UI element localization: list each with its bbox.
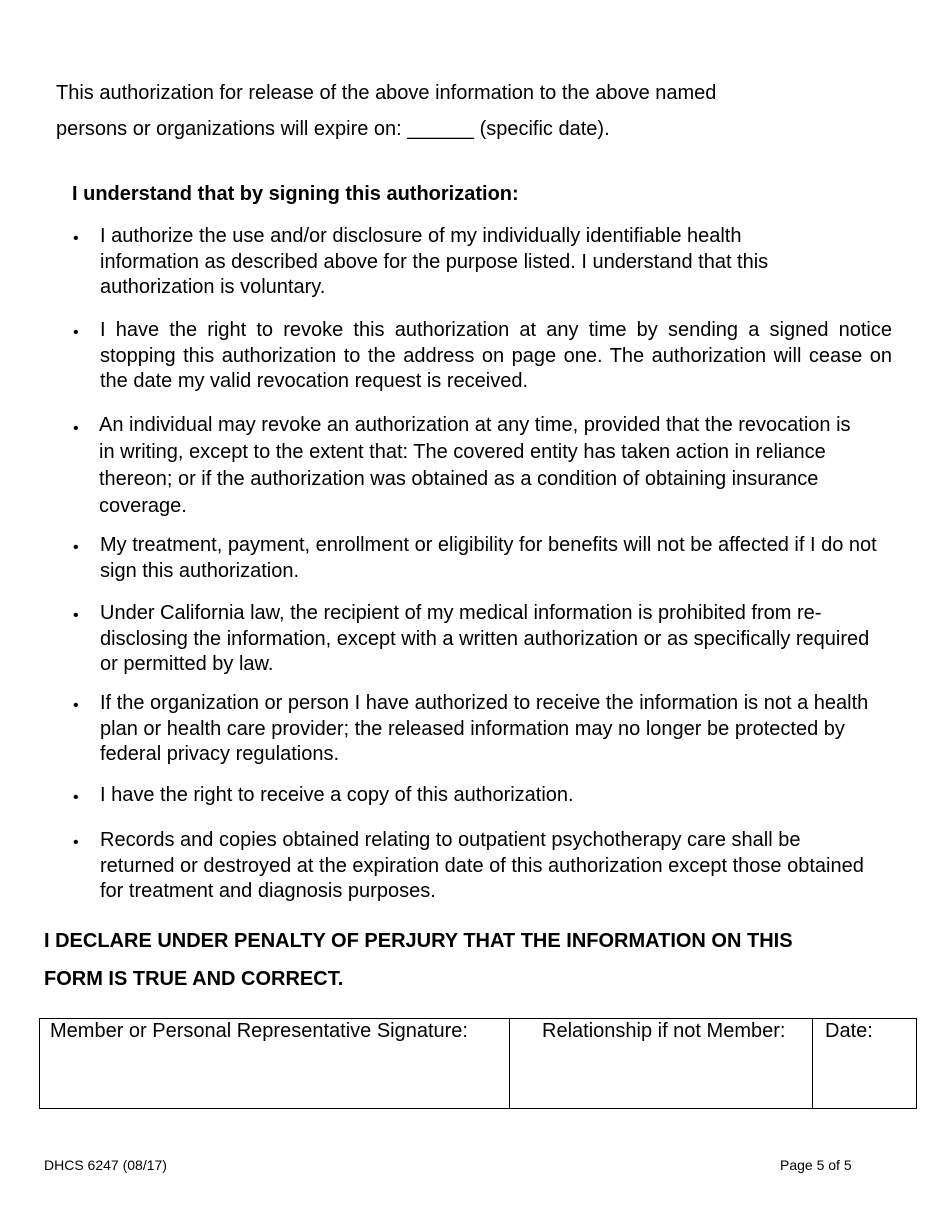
list-item-text: I have the right to receive a copy of this authorization. bbox=[100, 784, 574, 806]
bullet-icon: • bbox=[73, 834, 79, 851]
relationship-label: Relationship if not Member: bbox=[542, 1020, 786, 1042]
form-id: DHCS 6247 (08/17) bbox=[44, 1157, 167, 1173]
bullet-icon: • bbox=[73, 789, 79, 806]
bullet-icon: • bbox=[73, 230, 79, 247]
understand-heading: I understand that by signing this authorization: bbox=[72, 183, 519, 205]
list-item-text: Records and copies obtained relating to outpatient psychotherapy care shall be returned or destroyed at the expiration date of this authorization except those obtained for treatment and diagnosis purposes. bbox=[100, 829, 864, 902]
signature-field[interactable] bbox=[40, 1019, 510, 1109]
list-item-text: An individual may revoke an authorization at any time, provided that the revocation is in writing, except to the extent that: The covered entity has taken action in reliance thereon; or if the authorization was obtained as a condition of obtaining insurance coverage. bbox=[99, 414, 851, 517]
bullet-icon: • bbox=[73, 420, 79, 437]
expiration-intro-line-1: This authorization for release of the above information to the above named bbox=[56, 82, 717, 104]
relationship-field[interactable] bbox=[510, 1019, 813, 1109]
expiration-intro-line-2: persons or organizations will expire on: ______ (specific date). bbox=[56, 118, 610, 140]
bullet-icon: • bbox=[73, 539, 79, 556]
list-item-text: My treatment, payment, enrollment or eligibility for benefits will not be affected if I do not sign this authorization. bbox=[100, 534, 877, 582]
list-item-text: If the organization or person I have authorized to receive the information is not a health plan or health care provider; the released information may no longer be protected by federal privacy regulations. bbox=[100, 692, 869, 765]
date-field[interactable] bbox=[813, 1019, 917, 1109]
list-item-text: I have the right to revoke this authorization at any time by sending a signed notice stopping this authorization to the address on page one. The authorization will cease on the date my valid revocation request is received. bbox=[100, 319, 892, 392]
date-label: Date: bbox=[825, 1020, 873, 1042]
bullet-icon: • bbox=[73, 697, 79, 714]
signature-label: Member or Personal Representative Signature: bbox=[50, 1020, 468, 1042]
bullet-icon: • bbox=[73, 607, 79, 624]
perjury-declaration-line-1: I DECLARE UNDER PENALTY OF PERJURY THAT THE INFORMATION ON THIS bbox=[44, 930, 793, 952]
list-item-text: I authorize the use and/or disclosure of my individually identifiable health information as described above for the purpose listed. I understand that this authorization is voluntary. bbox=[100, 225, 769, 298]
perjury-declaration-line-2: FORM IS TRUE AND CORRECT. bbox=[44, 968, 344, 990]
signature-table bbox=[39, 1018, 917, 1109]
page-number: Page 5 of 5 bbox=[780, 1157, 852, 1173]
bullet-icon: • bbox=[73, 324, 79, 341]
list-item-text: Under California law, the recipient of my medical information is prohibited from re-disclosing the information, except with a written authorization or as specifically required or permitted by law. bbox=[100, 602, 870, 675]
